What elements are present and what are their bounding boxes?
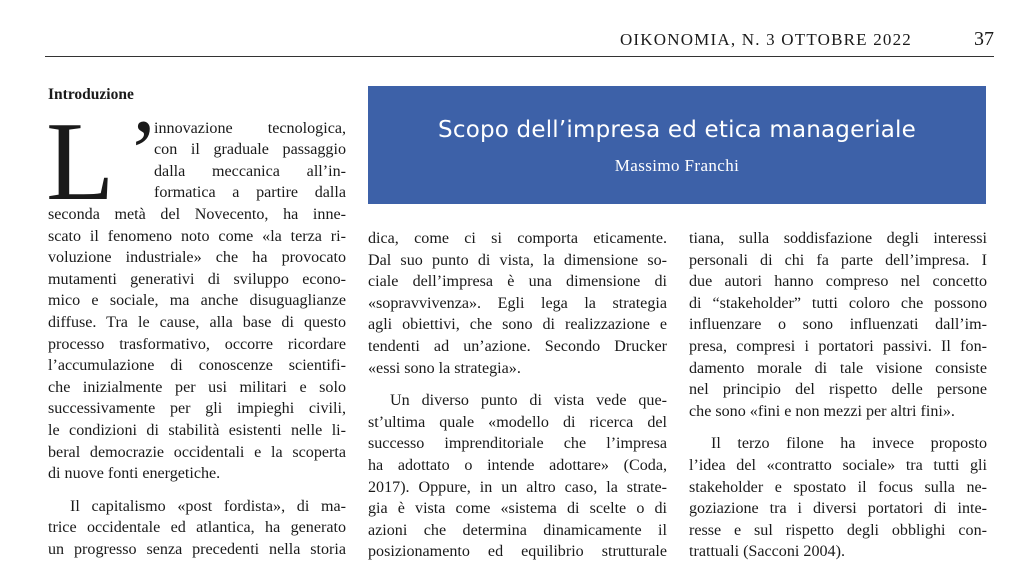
text-line: che inizialmente per usi militari e solo bbox=[48, 378, 346, 396]
text-line: «sopravvivenza». Egli lega la strategia bbox=[368, 294, 667, 312]
column-2 bbox=[368, 228, 667, 563]
text-line: resse e sul rispetto degli obblighi con- bbox=[689, 521, 987, 539]
text-line: ciale dell’impresa è una dimensione di bbox=[368, 273, 667, 291]
text-line: nel principio del rispetto delle persone bbox=[689, 381, 987, 399]
text-line: voluzione industriale» che ha provocato bbox=[48, 249, 346, 267]
text-line: damento morale di tale visione consiste bbox=[689, 359, 987, 377]
drop-cap: L bbox=[46, 100, 113, 224]
text-line: due autori hanno compreso nel concetto bbox=[689, 273, 987, 291]
text-line: le condizioni di stabilità esistenti nelle li- bbox=[48, 421, 346, 439]
column-1 bbox=[48, 84, 346, 560]
text-line: beral democrazie occidentali e la scoperta bbox=[48, 443, 346, 461]
page-number: 37 bbox=[974, 28, 994, 50]
article-title: Scopo dell’impresa ed etica manageriale bbox=[438, 117, 916, 143]
paragraph-1 bbox=[48, 204, 346, 485]
text-line: goziazione tra i diversi portatori di inte- bbox=[689, 500, 987, 518]
text-line: mico e sociale, ma anche disuguaglianze bbox=[48, 292, 346, 310]
text-line: che sono «fini e non mezzi per altri fini». bbox=[689, 402, 955, 420]
intro-lines bbox=[154, 118, 346, 204]
column-3 bbox=[689, 228, 987, 563]
text-line: dalla meccanica all’in- bbox=[154, 162, 346, 180]
text-line: di “stakeholder” tutti coloro che possono bbox=[689, 294, 987, 312]
paragraph-1 bbox=[689, 228, 987, 422]
text-line: influenzare o sono influenzati dall’im- bbox=[689, 316, 987, 334]
section-heading: Introduzione bbox=[48, 86, 134, 103]
text-line: seconda metà del Novecento, ha inne- bbox=[48, 205, 346, 223]
text-line: tendenti ad un’azione. Secondo Drucker bbox=[368, 337, 667, 355]
text-line: l’accumulazione di conoscenze scientifi- bbox=[48, 357, 346, 375]
text-line: posizionamento ed equilibrio strutturale bbox=[368, 543, 667, 561]
article-author: Massimo Franchi bbox=[614, 156, 740, 175]
text-line: gia è vista come «sistema di scelte o di bbox=[368, 500, 667, 518]
text-line: 2017). Oppure, in un altro caso, la strate- bbox=[368, 478, 667, 496]
text-line: trattuali (Sacconi 2004). bbox=[689, 543, 845, 561]
text-line: formatica a partire dalla bbox=[154, 184, 346, 202]
text-line: st’ultima quale «modello di ricerca del bbox=[368, 413, 667, 431]
running-header bbox=[0, 0, 1024, 60]
text-line: Un diverso punto di vista vede que- bbox=[390, 392, 667, 410]
text-line: l’idea del «contratto sociale» tra tutti gli bbox=[689, 456, 987, 474]
text-line: dica, come ci si comporta eticamente. bbox=[368, 230, 667, 247]
text-line: processo trasformativo, occorre ricordare bbox=[48, 335, 346, 353]
text-line: personali di chi fa parte dell’impresa. I bbox=[689, 251, 987, 269]
text-line: diffuse. Tra le cause, alla base di questo bbox=[48, 313, 346, 331]
drop-cap-apostrophe: ’ bbox=[128, 101, 159, 203]
text-line: con il graduale passaggio bbox=[154, 141, 346, 159]
text-line: stakeholder e spostato il focus sulla ne- bbox=[689, 478, 987, 496]
text-line: presa, compresi i portatori passivi. Il fon- bbox=[689, 337, 987, 355]
article-title-box bbox=[368, 86, 986, 204]
text-line: scato il fenomeno noto come «la terza ri- bbox=[48, 227, 346, 245]
text-line: Dal suo punto di vista, la dimensione so- bbox=[368, 251, 667, 269]
paragraph-1 bbox=[368, 228, 667, 379]
text-line: tiana, sulla soddisfazione degli interessi bbox=[689, 230, 987, 247]
text-line: innovazione tecnologica, bbox=[154, 119, 346, 137]
text-line: Il capitalismo «post fordista», di ma- bbox=[70, 497, 346, 515]
text-line: di nuove fonti energetiche. bbox=[48, 465, 221, 483]
text-line: «essi sono la strategia». bbox=[368, 359, 521, 377]
paragraph-2 bbox=[48, 496, 346, 561]
journal-title: OIKONOMIA, N. 3 OTTOBRE 2022 bbox=[619, 30, 912, 49]
paragraph-2 bbox=[368, 390, 667, 563]
text-line: successo imprenditoriale che l’impresa bbox=[368, 435, 667, 453]
text-line: successivamente per gli impieghi civili, bbox=[48, 400, 346, 418]
text-line: agli obiettivi, che sono di realizzazione e bbox=[368, 316, 667, 334]
text-line: azioni che determina dinamicamente il bbox=[368, 521, 667, 539]
text-line: mutamenti generativi di sviluppo econo- bbox=[48, 270, 346, 288]
text-line: ha adottato o intende adottare» (Coda, bbox=[368, 456, 667, 474]
header-rule bbox=[45, 56, 994, 57]
text-line: Il terzo filone ha invece proposto bbox=[711, 435, 987, 453]
text-line: un progresso senza precedenti nella storia bbox=[48, 540, 346, 558]
text-line: trice occidentale ed atlantica, ha generato bbox=[48, 519, 346, 537]
paragraph-2 bbox=[689, 433, 987, 563]
